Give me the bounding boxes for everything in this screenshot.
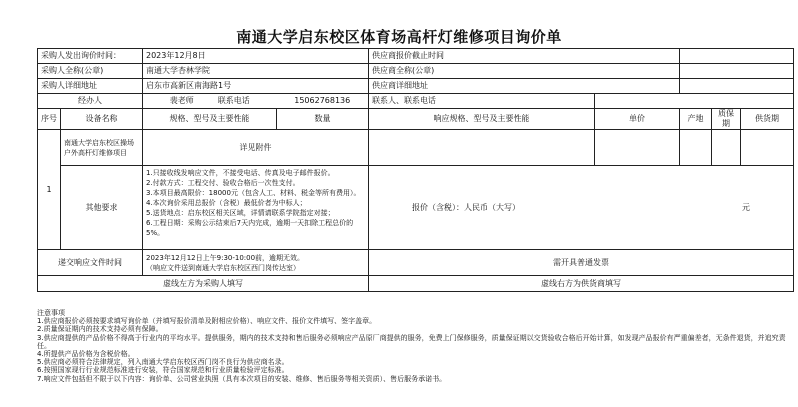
- col-qty: 数量: [277, 109, 369, 130]
- buyer-name-row: [38, 64, 794, 79]
- invoice-note: 需开具普通发票: [369, 250, 794, 276]
- supplier-contact-label: 联系人、联系电话: [369, 94, 595, 109]
- requirement-item: 4.本次询价采用总报价（含税）最低价者为中标人；: [146, 199, 307, 207]
- supplier-address-label: 供应商详细地址: [369, 79, 680, 94]
- quote-label: 报价（含税）：人民币（大写）: [412, 202, 521, 212]
- quotation-table: [37, 48, 794, 292]
- item-spec: 详见附件: [143, 130, 369, 166]
- buyer-address-label: 采购人详细地址: [38, 79, 143, 94]
- handler-value: [143, 94, 277, 109]
- requirements-row: [38, 166, 794, 250]
- unit-price-input[interactable]: [595, 130, 680, 166]
- col-warranty: 质保期: [712, 109, 741, 130]
- submission-time-line1: 2023年12月12日上午9:30-10:00前，逾期无效。: [146, 253, 305, 262]
- deadline-label: 供应商报价截止时间: [369, 49, 680, 64]
- col-spec: 规格、型号及主要性能: [143, 109, 277, 130]
- quote-cell[interactable]: [369, 166, 794, 250]
- issue-time-label: 采购人发出询价时间：: [38, 49, 143, 64]
- col-origin: 产地: [680, 109, 712, 130]
- origin-input[interactable]: [680, 130, 712, 166]
- document-title: 南通大学启东校区体育场高杆灯维修项目询价单: [236, 28, 562, 46]
- requirement-item: 6.工程日期：采购公示结束后7天内完成，逾期一天扣除工程总价的5%。: [146, 219, 354, 237]
- note-item: 7.响应文件包括但不限于以下内容：询价单、公司营业执照（具有本次项目的安装、维修、售后服务等相关资质）、售后服务承诺书。: [37, 374, 447, 383]
- fill-instructions-row: [38, 276, 794, 292]
- buyer-address-value: 启东市高新区南海路1号: [143, 79, 369, 94]
- contact-row: [38, 94, 794, 109]
- supplier-name-value[interactable]: [680, 64, 794, 79]
- requirement-item: 1.只接收线发响应文件，不接受电话、传真及电子邮件报价。: [146, 169, 335, 177]
- submission-time-line2: （响应文件送到南通大学启东校区西门岗传达室）: [146, 263, 300, 272]
- notes-section: [37, 309, 797, 383]
- note-item: 6.按照国家现行行业规范标准进行安装，符合国家规范和行业质量检验评定标准。: [37, 366, 289, 375]
- phone-label: 联系电话: [217, 96, 250, 105]
- other-requirements-label: 其他要求: [61, 166, 143, 250]
- note-item: 2.质量保证期内的技术支持必须有保障。: [37, 325, 163, 334]
- note-item: 5.供应商必须符合法律规定，列入南通大学启东校区西门岗不良行为供应商名录。: [37, 358, 289, 367]
- delivery-input[interactable]: [741, 130, 794, 166]
- col-delivery: 供货期: [741, 109, 794, 130]
- supplier-contact-value[interactable]: [595, 94, 794, 109]
- note-item: 3.供应商提供的产品价格不得高于行业内的平均水平。提供服务，期内的技术支持和售后服务必须响应产品原厂商提供的服务，免费上门保修服务，质量保证期以交货验收合格后开始计算，如发现产品报价有严重偏差者，无条件退货，并追究责任。: [37, 333, 786, 350]
- requirements-list: [143, 166, 369, 250]
- requirement-item: 2.付款方式：工程交付、验收合格后一次性支付。: [146, 179, 300, 187]
- quote-unit: 元: [742, 202, 751, 212]
- requirement-item: 5.送货地点：启东校区相关区域，详情请联系学院指定对接；: [146, 209, 335, 217]
- row-number: 1: [38, 130, 61, 250]
- col-unit-price: 单价: [595, 109, 680, 130]
- col-no: 序号: [38, 109, 61, 130]
- supplier-address-value[interactable]: [680, 79, 794, 94]
- item-name: 南通大学启东校区操场户外高杆灯维修项目: [61, 130, 143, 166]
- issue-time-row: [38, 49, 794, 64]
- col-resp-spec: 响应规格、型号及主要性能: [369, 109, 595, 130]
- handler-label: 经办人: [38, 94, 143, 109]
- deadline-value[interactable]: [680, 49, 794, 64]
- supplier-name-label: 供应商全称(公章): [369, 64, 680, 79]
- note-item: 1.供应商报价必须按要求填写询价单（并填写报价清单及附相应价格）、响应文件、报价文件填写、签字盖章。: [37, 317, 377, 326]
- submission-time: [143, 250, 369, 276]
- phone-value: 15062768136: [277, 94, 369, 109]
- buyer-name-label: 采购人全称(公章): [38, 64, 143, 79]
- note-item: 4.所提供产品价格为含税价格。: [37, 350, 135, 359]
- handler-name: 裴老师: [169, 96, 194, 105]
- notes-heading: 注意事项: [37, 309, 65, 317]
- issue-time-value: 2023年12月8日: [143, 49, 369, 64]
- submission-label: 递交响应文件时间: [38, 250, 143, 276]
- right-fill-note: 虚线右方为供货商填写: [369, 276, 794, 292]
- buyer-name-value: 南通大学杏林学院: [143, 64, 369, 79]
- item-row: [38, 130, 794, 166]
- submission-row: [38, 250, 794, 276]
- warranty-input[interactable]: [712, 130, 741, 166]
- column-header-row: [38, 109, 794, 130]
- left-fill-note: 虚线左方为采购人填写: [38, 276, 369, 292]
- requirement-item: 3.本项目最高限价：18000元（包含人工、材料、税金等所有费用）。: [146, 189, 361, 197]
- col-item: 设备名称: [61, 109, 143, 130]
- address-row: [38, 79, 794, 94]
- resp-spec-input[interactable]: [369, 130, 595, 166]
